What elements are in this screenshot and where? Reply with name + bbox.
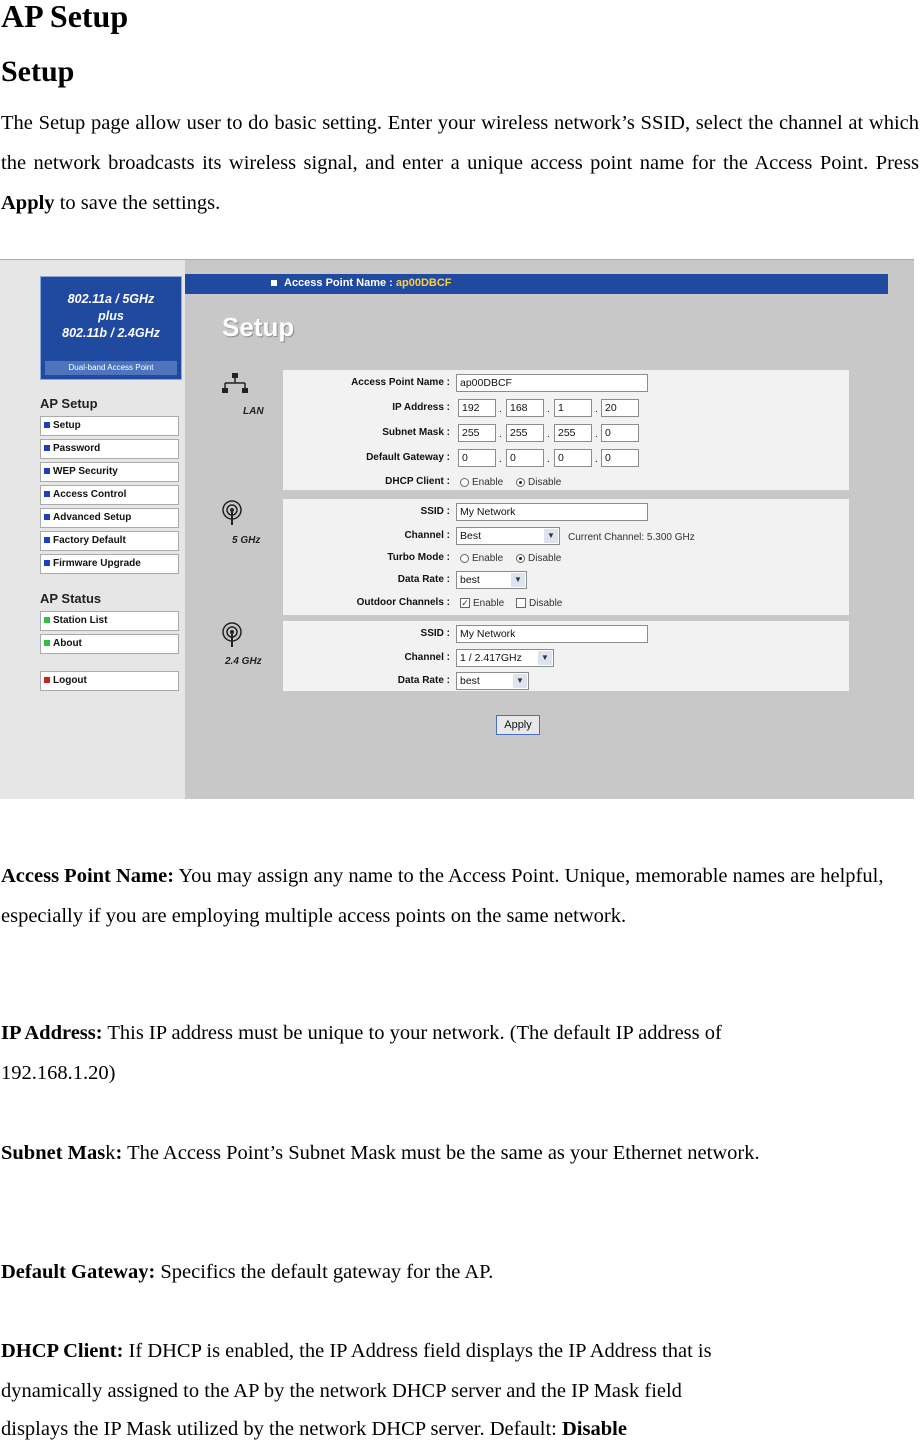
mask-octet-2-input[interactable]: 255 (506, 424, 544, 442)
ap-name-term: Access Point Name: (1, 865, 175, 887)
brand-line3: 802.11b / 2.4GHz (62, 326, 160, 340)
square-icon (44, 560, 50, 566)
chevron-down-icon: ▼ (511, 573, 525, 587)
5ghz-data-rate-label: Data Rate : (397, 574, 450, 585)
square-icon (44, 445, 50, 451)
chevron-down-icon: ▼ (513, 674, 527, 688)
intro-text: The Setup page allow user to do basic setting. Enter your wireless network’s SSID, select the channel at which the network broadcasts its wireless signal, and enter a unique access point name for the Access Point. Press (1, 112, 919, 174)
dhcp-enable-radio[interactable]: Enable (460, 477, 503, 488)
default-gateway-label: Default Gateway : (366, 452, 450, 463)
outdoor-channels-label: Outdoor Channels : (356, 597, 450, 608)
ip-octet-2-input[interactable]: 168 (506, 399, 544, 417)
gw-octet-4-input[interactable]: 0 (601, 449, 639, 467)
ap-status-heading: AP Status (40, 591, 102, 606)
turbo-mode-label: Turbo Mode : (387, 552, 450, 563)
lan-label: LAN (243, 406, 264, 417)
gw-octet-2-input[interactable]: 0 (506, 449, 544, 467)
square-icon (44, 514, 50, 520)
subnet-text: The Access Point’s Subnet Mask must be the same as your Ethernet network. (122, 1142, 760, 1164)
ap-name-bar-label: Access Point Name : (284, 277, 393, 289)
24ghz-channel-select[interactable]: 1 / 2.417GHz ▼ (456, 649, 554, 667)
ap-name-label: Access Point Name : (351, 377, 450, 388)
dhcp-text-3: displays the IP Mask utilized by the network DHCP server. Default: Disable (1, 1418, 627, 1440)
nav-setup[interactable]: Setup (40, 416, 179, 436)
ip-address-label: IP Address : (392, 402, 450, 413)
24ghz-data-rate-select[interactable]: best ▼ (456, 672, 529, 690)
24ghz-label: 2.4 GHz (225, 656, 262, 667)
screenshot-title: Setup (222, 312, 295, 342)
outdoor-disable-checkbox[interactable]: Disable (516, 598, 562, 609)
ip-address-default: 192.168.1.20) (1, 1062, 116, 1084)
gw-octet-1-input[interactable]: 0 (458, 449, 496, 467)
mask-octet-1-input[interactable]: 255 (458, 424, 496, 442)
turbo-disable-radio[interactable]: Disable (516, 553, 561, 564)
nav-wep-security[interactable]: WEP Security (40, 462, 179, 482)
setup-screenshot: 802.11a / 5GHz plus 802.11b / 2.4GHz Dual-band Access Point AP Setup Setup Password WEP Security Access Control Advanced Setup Factory Default Firmware Upgrade AP Status Station List About Logout Access Point Name : ap00DBCF Setup LAN Access Point Name : ap00DBCF IP Address : 192 . 168 . 1 . 20 Subnet Mask : 255 . 255 . 255 . 0 Default Gateway : 0 . 0 . 0 . 0 DHCP Client : Enable Disable 5 GHz SSID : My Network Channel : Best ▼ Current Channel: 5.300 GHz Turbo Mode : Enable Disable Data Rate : best ▼ Outdoor Channels : ✓ Enable Disable 2.4 GHz SSID : My Network Channel : 1 / 2.417GHz ▼ Data Rate : best ▼ Apply (0, 259, 914, 799)
nav-access-control[interactable]: Access Control (40, 485, 179, 505)
subnet-term-k: k (105, 1142, 116, 1164)
ip-octet-1-input[interactable]: 192 (458, 399, 496, 417)
ap-setup-heading: AP Setup (40, 396, 98, 411)
lan-icon (222, 372, 248, 396)
apply-button[interactable]: Apply (496, 715, 540, 735)
chevron-down-icon: ▼ (544, 529, 558, 543)
nav-station-list[interactable]: Station List (40, 611, 179, 631)
page-heading: AP Setup (1, 0, 129, 34)
chevron-down-icon: ▼ (538, 651, 552, 665)
ap-name-text: You may assign any name to the Access Point. Unique, memorable names are helpful, especially if you are employing multiple access points on the same network. (1, 865, 884, 927)
5ghz-label: 5 GHz (232, 535, 261, 546)
ip-address-text: This IP address must be unique to your network. (The default IP address of (102, 1022, 722, 1044)
intro-text-end: to save the settings. (54, 192, 221, 214)
ap-name-bar (185, 274, 888, 294)
5ghz-data-rate-select[interactable]: best ▼ (456, 571, 527, 589)
square-icon (44, 491, 50, 497)
ap-name-description (1, 856, 919, 936)
dhcp-default-value: Disable (562, 1418, 627, 1440)
ip-octet-4-input[interactable]: 20 (601, 399, 639, 417)
subnet-mask-label: Subnet Mask : (382, 427, 450, 438)
square-icon (44, 422, 50, 428)
ap-name-input[interactable]: ap00DBCF (456, 374, 648, 392)
24ghz-channel-label: Channel : (404, 652, 450, 663)
subnet-term-colon: : (115, 1142, 123, 1164)
dhcp-description (1, 1339, 712, 1363)
nav-about[interactable]: About (40, 634, 179, 654)
antenna-5ghz-icon (221, 500, 243, 526)
5ghz-ssid-label: SSID : (420, 506, 450, 517)
dhcp-disable-radio[interactable]: Disable (516, 477, 561, 488)
5ghz-channel-label: Channel : (404, 530, 450, 541)
ap-name-bar-value: ap00DBCF (395, 277, 452, 289)
dhcp-text-1: If DHCP is enabled, the IP Address field displays the IP Address that is (123, 1340, 712, 1362)
section-heading: Setup (1, 55, 75, 88)
nav-factory-default[interactable]: Factory Default (40, 531, 179, 551)
ip-octet-3-input[interactable]: 1 (554, 399, 592, 417)
subnet-mask-description (1, 1141, 760, 1165)
dhcp-term: DHCP Client: (1, 1340, 124, 1362)
ip-address-description (1, 1021, 722, 1045)
dhcp-text-2: dynamically assigned to the AP by the network DHCP server and the IP Mask field (1, 1380, 682, 1402)
gw-octet-3-input[interactable]: 0 (554, 449, 592, 467)
square-icon (44, 468, 50, 474)
brand-subtitle: Dual-band Access Point (45, 361, 177, 375)
subnet-term: Subnet Mas (1, 1142, 106, 1164)
mask-octet-3-input[interactable]: 255 (554, 424, 592, 442)
turbo-enable-radio[interactable]: Enable (460, 553, 503, 564)
brand-line2: plus (98, 309, 124, 323)
gateway-description (1, 1260, 493, 1284)
square-icon (44, 617, 50, 623)
square-icon (44, 677, 50, 683)
current-channel-text: Current Channel: 5.300 GHz (568, 532, 695, 543)
square-icon (44, 537, 50, 543)
gateway-text: Specifics the default gateway for the AP. (155, 1261, 494, 1283)
nav-logout[interactable]: Logout (40, 671, 179, 691)
gateway-term: Default Gateway: (1, 1261, 156, 1283)
outdoor-enable-checkbox[interactable]: ✓ Enable (461, 598, 505, 609)
intro-apply-word: Apply (1, 192, 55, 214)
24ghz-data-rate-label: Data Rate : (397, 675, 450, 686)
24ghz-ssid-input[interactable]: My Network (456, 625, 648, 643)
checkmark-icon: ✓ (461, 598, 469, 609)
24ghz-ssid-label: SSID : (420, 628, 450, 639)
nav-firmware-upgrade[interactable]: Firmware Upgrade (40, 554, 179, 574)
dhcp-client-label: DHCP Client : (385, 476, 450, 487)
square-icon (44, 640, 50, 646)
mask-octet-4-input[interactable]: 0 (601, 424, 639, 442)
ip-address-term: IP Address: (1, 1022, 103, 1044)
5ghz-channel-select[interactable]: Best ▼ (456, 527, 560, 545)
brand-logo (40, 276, 182, 380)
nav-password[interactable]: Password (40, 439, 179, 459)
nav-advanced-setup[interactable]: Advanced Setup (40, 508, 179, 528)
5ghz-ssid-input[interactable]: My Network (456, 503, 648, 521)
brand-line1: 802.11a / 5GHz (67, 292, 155, 306)
intro-paragraph (1, 103, 919, 223)
antenna-24ghz-icon (221, 622, 243, 648)
square-icon (271, 280, 277, 286)
